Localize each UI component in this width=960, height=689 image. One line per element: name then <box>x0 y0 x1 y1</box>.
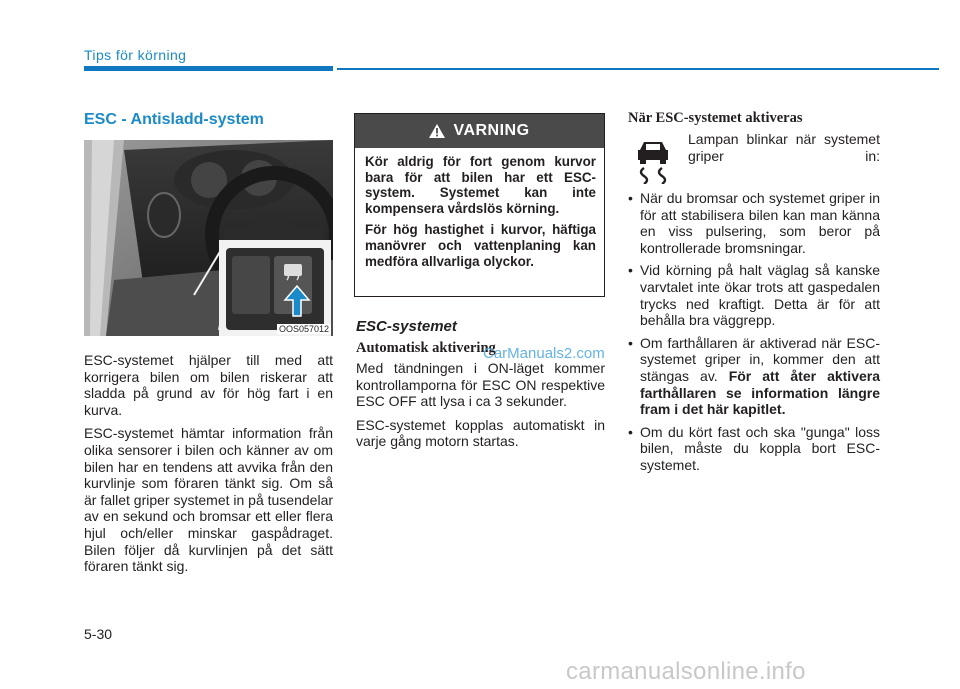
paragraph: Med tändningen i ON-läget kommer kontrollamporna för ESC ON respektive ESC OFF att lysa i ca 3 sekunder. <box>356 360 605 410</box>
paragraph: ESC-systemet hjälper till med att korrigera bilen om bilen riskerar att sladda på grund av för hög fart i en kurva. <box>84 352 333 418</box>
warning-body <box>365 154 596 275</box>
paragraph: ESC-systemet kopplas automatiskt in varje gång motorn startas. <box>356 416 605 450</box>
dashboard-illustration <box>84 140 333 336</box>
section-header-title: Tips för körning <box>84 47 187 63</box>
carmanuals-watermark: CarManuals2.com <box>483 345 605 362</box>
dashboard-photo <box>84 140 333 336</box>
header-bar-thick <box>84 66 333 71</box>
warning-header <box>355 114 604 148</box>
esc-activates-heading: När ESC-systemet aktiveras <box>628 110 803 126</box>
warning-title: VARNING <box>453 122 530 139</box>
paragraph: ESC-systemet hämtar information från olika sensorer i bilen och känner av om bilen har en tendens att avvika från den kurvlinje som föraren tänkt sig. Om så är fallet griper systemet in på tusendelar av en sekund och bromsar ett eller flera hjul och/eller minskar gaspådraget. Bilen följer då kurvlinjen på det sätt föraren tänkt sig. <box>84 425 334 575</box>
warning-box <box>354 113 605 297</box>
right-bullet-list-container <box>628 190 880 480</box>
esc-skid-icon <box>628 134 678 184</box>
auto-activation-heading: Automatisk aktivering <box>356 340 496 356</box>
image-code: OOS057012 <box>278 324 329 334</box>
list-item: • Om du kört fast och ska "gunga" loss bilen, måste du koppla bort ESC-systemet. <box>628 424 880 474</box>
left-text-column <box>84 352 333 582</box>
warning-paragraph: Kör aldrig för fort genom kurvor bara för att bilen har ett ESC-system. Systemet kan inte kompensera vårdslös körning. <box>365 154 596 216</box>
page-number: 5-30 <box>84 626 113 642</box>
list-item: • När du bromsar och systemet griper in för att stabilisera bilen kan man känna en viss pulsering, som beror på kontrollerade bromsningar. <box>628 190 880 256</box>
lamp-text: Lampan blinkar när systemet griper in: <box>688 131 880 164</box>
list-item: • Om farthållaren är aktiverad när ESC-systemet griper in, kommer den att stängas av. För att åter aktivera farthållaren se information längre fram i det här kapitlet. <box>628 335 880 418</box>
bullet-list <box>628 190 880 474</box>
middle-text-column <box>356 360 605 457</box>
bold-instruction: För att åter aktivera farthållaren se information längre fram i det här kapitlet. <box>640 367 881 418</box>
esc-heading: ESC - Antisladd-system <box>84 111 264 128</box>
warning-triangle-icon <box>429 124 445 138</box>
warning-paragraph: För hög hastighet i kurvor, häftiga manövrer och vattenplaning kan medföra allvarliga olyckor. <box>365 222 596 269</box>
footer-watermark: carmanualsonline.info <box>566 658 806 685</box>
header-bar-thin <box>337 68 939 70</box>
list-item: • Vid körning på halt väglag så kanske varvtalet inte ökar trots att gaspedalen trycks ned kraftigt. Detta är för att behålla bra väggrepp. <box>628 262 880 328</box>
esc-system-subheading: ESC-systemet <box>356 318 457 335</box>
